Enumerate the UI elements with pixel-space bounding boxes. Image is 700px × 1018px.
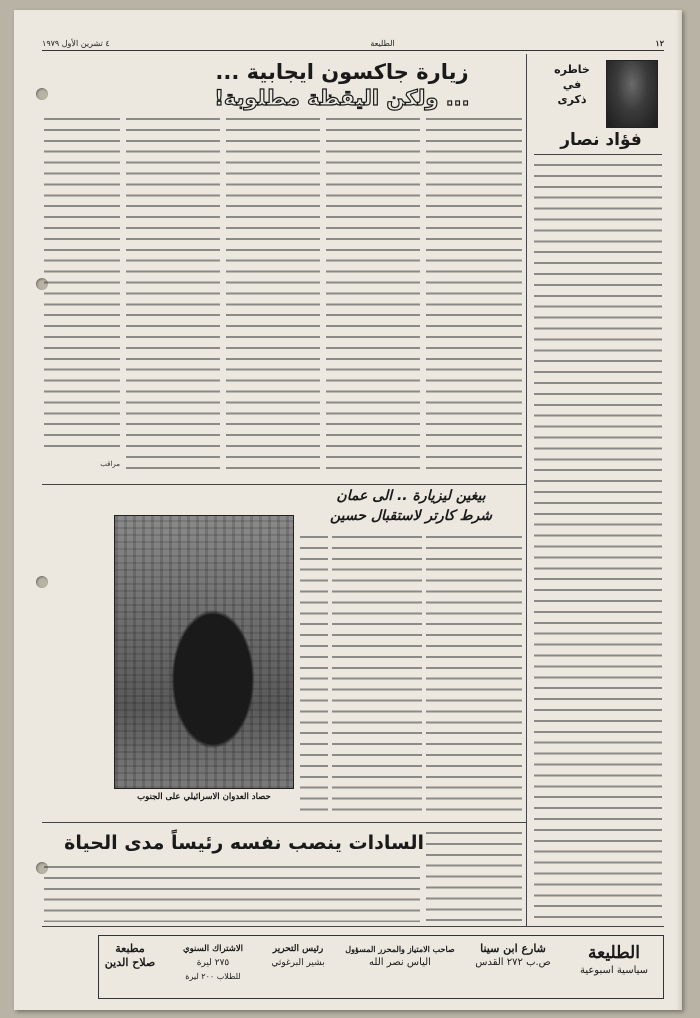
column-rule (526, 54, 527, 926)
editor-label: رئيس التحرير (272, 944, 324, 954)
memorial-rule (534, 154, 662, 155)
memorial-name: فؤاد نصار (560, 130, 642, 150)
main-article-column (44, 114, 120, 454)
subscription-block (173, 942, 253, 984)
address-street: شارع ابن سينا (480, 942, 546, 955)
memorial-title-line: خاطره (554, 63, 590, 76)
owner-block (345, 942, 455, 970)
subscription-price: ٢٧٥ ليرة (196, 958, 230, 968)
middle-article-column (332, 532, 422, 814)
editor-block (259, 942, 337, 970)
editor-name: بشير البرغوثي (271, 958, 325, 968)
printer-name: صلاح الدين (104, 956, 156, 969)
masthead-title: الطليعة (588, 943, 640, 963)
newspaper-page (14, 10, 682, 1010)
bottom-headline: السادات ينصب نفسه رئيساً مدى الحياة (64, 832, 424, 854)
punch-hole (36, 88, 48, 100)
photo-caption: حصاد العدوان الاسرائيلي على الجنوب (137, 792, 271, 802)
publication-name: الطليعة (370, 38, 395, 48)
masthead-block (571, 942, 657, 978)
printer-block (93, 942, 167, 970)
news-photo (114, 515, 294, 789)
main-headline-line1: زيارة جاكسون ايجابية ... (215, 60, 469, 84)
address-po-box: ص.ب ٢٧٢ القدس (475, 957, 551, 968)
masthead-footer (98, 935, 664, 999)
section-rule (42, 822, 526, 823)
subscription-label: الاشتراك السنوي (182, 944, 244, 954)
main-article-column (126, 114, 220, 476)
page-number: ١٢ (655, 38, 664, 48)
section-rule (42, 926, 664, 927)
bottom-article-column (426, 828, 522, 922)
issue-date: ٤ تشرين الأول ١٩٧٩ (42, 38, 110, 48)
punch-hole (36, 576, 48, 588)
middle-headline-line1: بيغين ليزيارة .. الى عمان (336, 488, 486, 504)
page-header (42, 36, 664, 51)
main-article-byline: مراقب (100, 460, 120, 468)
memorial-title-line: في (562, 78, 582, 91)
middle-article-column (426, 532, 522, 814)
printer-label: مطبعة (115, 942, 145, 955)
memorial-body-text (534, 160, 662, 920)
owner-name: الياس نصر الله (369, 957, 431, 968)
main-article-column (226, 114, 320, 476)
section-rule (42, 484, 526, 485)
middle-article-column (300, 532, 328, 814)
main-headline-line2: ... ولكن اليقظة مطلوبة! (214, 86, 470, 110)
owner-label: صاحب الامتياز والمحرر المسؤول (345, 944, 455, 954)
address-block (463, 942, 563, 970)
students-price: للطلاب ٢٠٠ ليرة (185, 972, 241, 981)
main-article-column (326, 114, 420, 476)
page-edge (676, 10, 682, 1010)
middle-headline-line2: شرط كارتر لاستقبال حسين (329, 508, 493, 524)
memorial-title-line: ذكرى (557, 93, 587, 106)
bottom-article-column (44, 862, 420, 922)
masthead-tagline: سياسية اسبوعية (579, 965, 649, 976)
memorial-title (542, 62, 602, 107)
main-article-column (426, 114, 522, 476)
portrait-photo (606, 60, 658, 128)
